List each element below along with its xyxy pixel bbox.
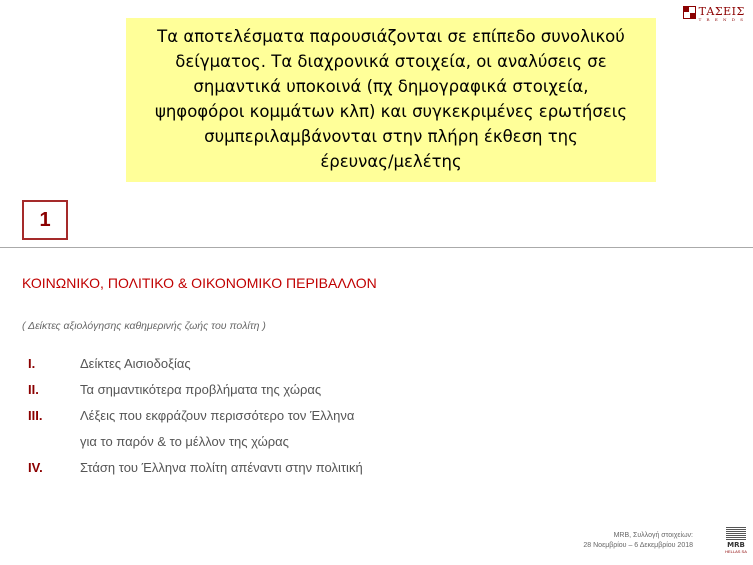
footer-line-2: 28 Νοεμβρίου – 6 Δεκεμβρίου 2018 [583,542,693,549]
section-number: 1 [22,200,68,240]
tasis-logo-sub: T R E N D S [698,17,745,22]
mrb-logo-sub: HELLAS SA [725,549,747,554]
mrb-logo-mark [726,527,746,541]
tasis-logo-mark [683,6,696,19]
list-item-text: Στάση του Έλληνα πολίτη απέναντι στην πολιτική [80,459,363,475]
footer-source [583,531,693,551]
list-item [28,350,548,376]
list-item [28,376,548,402]
tasis-logo [683,6,745,23]
list-item-number: IV. [28,459,43,475]
topic-list [28,350,548,480]
list-item-number: III. [28,407,43,423]
list-item-text: Τα σημαντικότερα προβλήματα της χώρας [80,381,322,397]
list-item-number: I. [28,355,36,371]
divider [0,247,753,248]
list-item [28,428,548,454]
list-item [28,402,548,428]
list-item-text: για το παρόν & το μέλλον της χώρας [80,433,289,449]
intro-line: Τα αποτελέσματα παρουσιάζονται σε επίπεδο συνολικού [157,27,625,46]
intro-line: δείγματος. Τα διαχρονικά στοιχεία, οι αναλύσεις σε [175,52,607,71]
intro-line: έρευνας/μελέτης [320,152,462,171]
mrb-logo [725,527,747,555]
tasis-logo-word: ΤΑΣΕΙΣ [698,5,745,18]
list-item-text: Δείκτες Αισιοδοξίας [80,355,191,371]
section-subtitle: ( Δείκτες αξιολόγησης καθημερινής ζωής του πολίτη ) [22,320,266,332]
mrb-logo-text: MRB [727,541,745,549]
list-item [28,454,548,480]
list-item-text: Λέξεις που εκφράζουν περισσότερο τον Έλληνα [80,407,355,423]
list-item-number: II. [28,381,39,397]
intro-note [126,18,656,182]
intro-line: σημαντικά υποκοινά (πχ δημογραφικά στοιχεία, [193,77,589,96]
intro-line: ψηφοφόροι κομμάτων κλπ) και συγκεκριμένες ερωτήσεις [154,102,628,121]
section-title: ΚΟΙΝΩΝΙΚΟ, ΠΟΛΙΤΙΚΟ & ΟΙΚΟΝΟΜΙΚΟ ΠΕΡΙΒΑΛΛΟΝ [22,275,377,291]
footer-line-1: MRB, Συλλογή στοιχείων: [613,532,693,539]
intro-line: συμπεριλαμβάνονται στην πλήρη έκθεση της [204,127,578,146]
